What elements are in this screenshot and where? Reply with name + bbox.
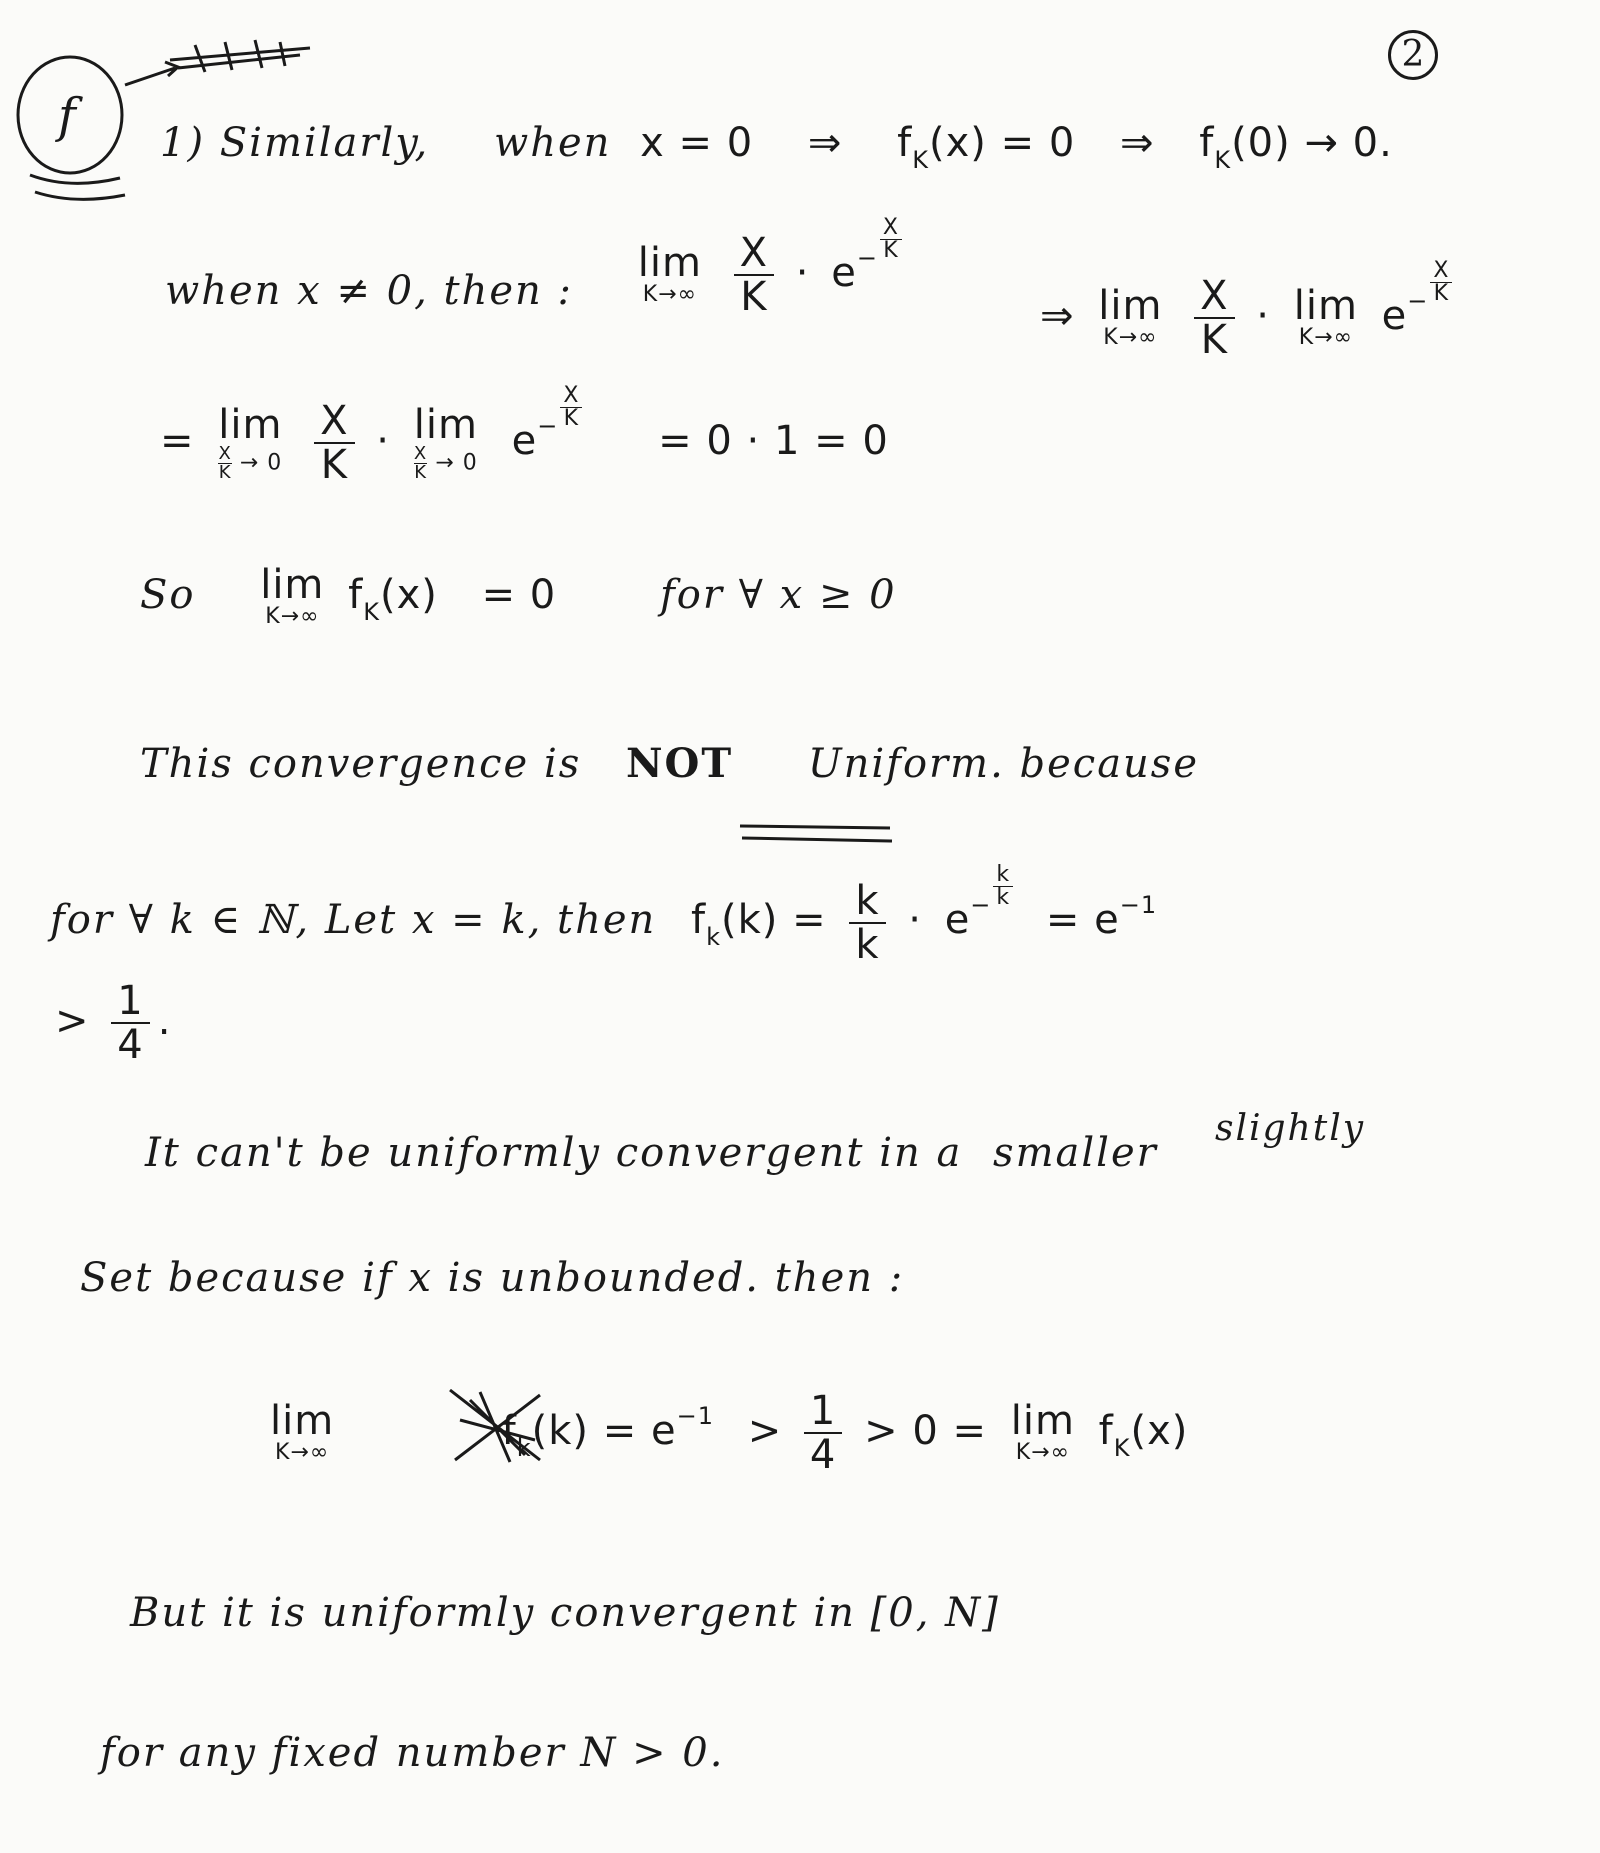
part-label: f [58,88,78,144]
x-over-k: $\frac{X}{K}$ [1194,275,1234,361]
implies-arrow-1: ⇒ [807,120,843,166]
line-11 [130,1590,1000,1636]
so-text: So [140,572,196,619]
exponent: − X K [537,412,584,440]
line-10: lim K→∞ $f_k(k) = e^{-1}$ > $\frac{1}{4}$ > 0 = lim K→∞ $f_K(x)$ [270,1388,1189,1478]
line-2 [165,215,904,320]
when-x-nonzero-text: when x ≠ 0, then : [165,268,573,314]
fk-at-k: $f_k(k)$ = [691,897,827,951]
smaller-text: smaller [993,1130,1158,1176]
line-4 [140,562,897,629]
implies-arrow-2: ⇒ [1120,120,1155,166]
line-8 [145,1130,1158,1176]
limit-operator: lim K→∞ [637,239,702,307]
line-5 [140,740,1199,787]
limit-fk-expression: lim K→∞ $f_K(x) = 0$ [260,562,557,629]
not-emphasis: NOT [625,740,734,787]
one-quarter: $\frac{1}{4}$ [111,980,149,1066]
not-double-underline [740,826,892,841]
x-over-k: $\frac{X}{K}$ [734,232,774,318]
crossed-out-scribble [170,40,310,72]
limit-xk-to-zero: lim $\frac{X}{K}$ → 0 [218,401,283,483]
but-uniform-text: But it is uniformly convergent in [0, N] [130,1590,1000,1636]
exponent: − k k [970,891,1015,919]
line-1 [160,120,1393,174]
fk-x: $f_K(x)$ [1098,1408,1189,1462]
line-12 [100,1730,724,1776]
fk-k-equals-e: $f_k(k) = e^{-1}$ [501,1402,714,1462]
circle-underline [30,175,125,199]
line-7: > $\frac{1}{4}$ . [55,978,172,1068]
k-over-k: $\frac{k}{k}$ [849,880,885,966]
limit-xk-to-zero: lim $\frac{X}{K}$ → 0 [413,401,478,483]
line-3: = lim $\frac{X}{K}$ → 0 $\frac{X}{K}$ · lim $\frac{X}{K}$ → 0 $e^{- \frac{X}{K}}$ = 0 · 1 = 0 [160,383,889,488]
limit-product-expression: lim K→∞ $\frac{X}{K}$ · $e^{- \frac{X}{K}}$ [628,250,904,296]
for-all-x-text: for ∀ x ≥ 0 [659,572,897,619]
exponent: − X K [1407,287,1454,315]
when-text: when [493,120,612,166]
limit-operator: lim K→∞ [1293,282,1358,350]
page-number: 2 [1388,30,1438,80]
result-zero: = 0 · 1 = 0 [658,418,889,464]
limit-operator: lim K→∞ [1098,282,1163,350]
fk-zero-limit: $f_K(0) \to 0$. [1199,120,1393,174]
fk-label: $f_K(x) = 0$ [897,120,1076,174]
cant-be-uniform-text: It can't be uniformly convergent in a [145,1130,963,1176]
line-9 [80,1255,904,1301]
scribble-arrow [125,62,178,85]
x-equals-zero: x = 0 [640,120,754,166]
x-over-k: $\frac{X}{K}$ [314,400,354,486]
e-inverse: = $e^{-1}$ [1045,891,1158,943]
set-because-text: Set because if x is unbounded. then : [80,1255,905,1301]
line-2b: ⇒ lim K→∞ $\frac{X}{K}$ · lim K→∞ $e^{- \frac{X}{K}}$ [1040,275,1454,361]
line-6: for ∀ k ∈ ℕ, Let x = k, then $f_k(k)$ = $\frac{k}{k}$ · $e^{- \frac{k}{k}}$ = $e^{-1}$ [50,862,1158,968]
uniform-because-text: Uniform. because [807,741,1199,787]
similarly-text: 1) Similarly, [160,120,430,166]
one-quarter: $\frac{1}{4}$ [804,1390,842,1476]
slightly-annotation: slightly [1215,1108,1366,1149]
for-all-k-text: for ∀ k ∈ ℕ, Let x = k, then [50,897,657,943]
fixed-number-text: for any fixed number N > 0. [100,1730,725,1776]
convergence-text: This convergence is [140,741,582,787]
exponent: − X K [857,244,904,272]
